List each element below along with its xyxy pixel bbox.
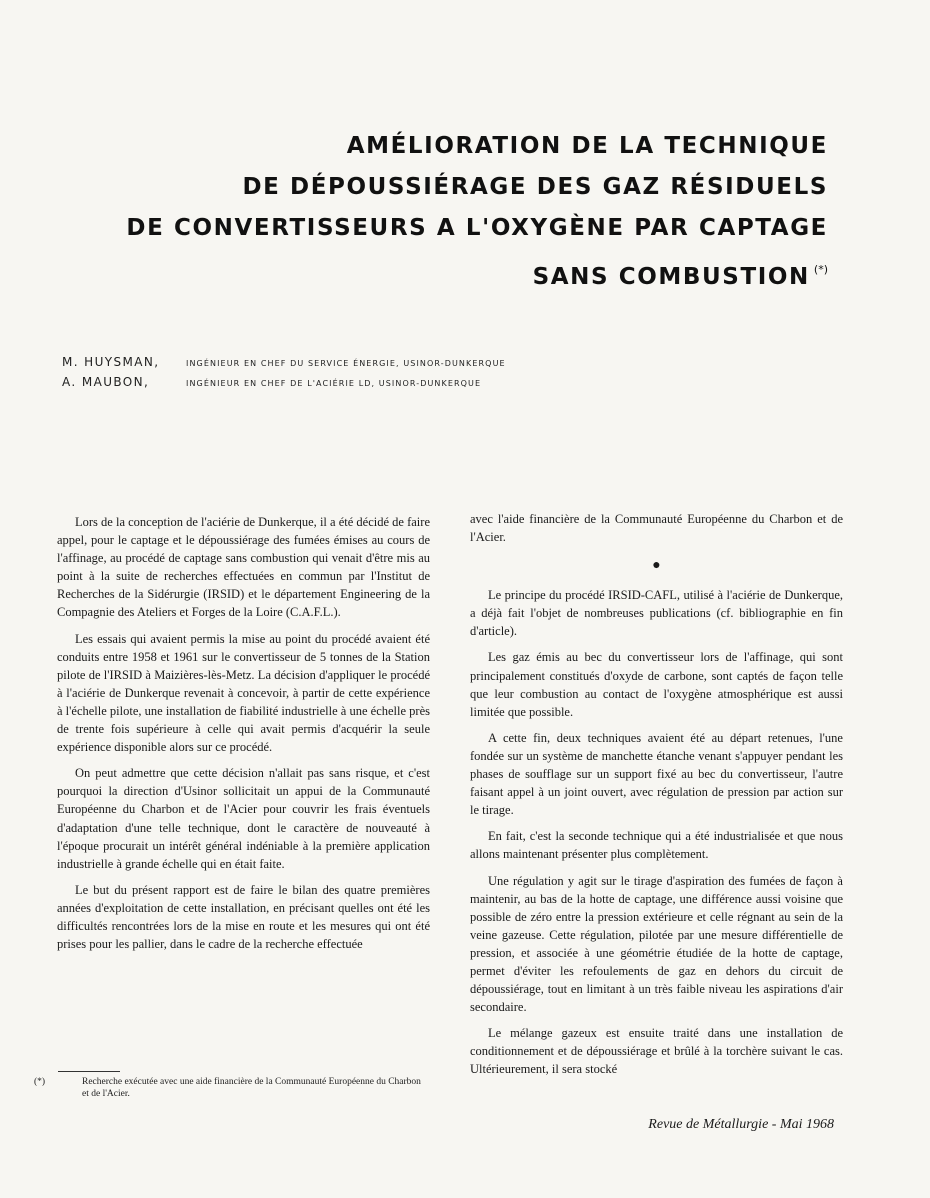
author-role: INGÉNIEUR EN CHEF DU SERVICE ÉNERGIE, USINOR-DUNKERQUE [186,359,506,368]
section-separator-bullet: ● [652,558,661,574]
right-column [470,510,843,1087]
author-name: M. HUYSMAN, [62,355,160,369]
footnote-marker: (*) [34,1077,46,1087]
title-line-4 [48,249,828,298]
body-paragraph: Le mélange gazeux est ensuite traité dans une installation de conditionnement et de dépoussiérage et brûlé à la torchère suivant le cas. Ultérieurement, il sera stocké [470,1026,843,1077]
title-line-2: DE DÉPOUSSIÉRAGE DES GAZ RÉSIDUELS [242,174,828,200]
title-line-1: AMÉLIORATION DE LA TECHNIQUE [346,133,828,159]
body-paragraph: Le but du présent rapport est de faire le bilan des quatre premières années d'exploitation de cette installation, en précisant quelles ont été les difficultés rencontrées lors de la mise en route et les mesures qui ont été prises pour les pallier, dans le cadre de la recherche effectuée [57,882,430,952]
author-row [62,371,682,391]
footnote [34,1076,428,1100]
footnote-text: Recherche exécutée avec une aide financière de la Communauté Européenne du Charbon et de l'Acier. [82,1077,421,1099]
body-paragraph: Les gaz émis au bec du convertisseur lors de l'affinage, qui sont principalement constitués d'oxyde de carbone, sont captés de façon telle que leur combustion au contact de l'oxygène atmosphérique est aussi limitée que possible. [470,650,843,719]
journal-footer: Revue de Métallurgie - Mai 1968 [648,1117,834,1132]
body-paragraph: En fait, c'est la seconde technique qui a été industrialisée et que nous allons maintenant présenter plus complètement. [470,829,843,862]
body-paragraph: Lors de la conception de l'aciérie de Dunkerque, il a été décidé de faire appel, pour le captage et le dépoussiérage des fumées émises au cours de l'affinage, au procédé de captage sans combustion qui venait d'être mis au point à la suite de recherches effectuées en commun par l'Institut de Recherches de la Sidérurgie (IRSID) et le département Engineering de la Compagnie des Ateliers et Forges de la Loire (C.A.F.L.). [57,515,430,620]
footnote-body [34,1076,428,1100]
body-paragraph: Le principe du procédé IRSID-CAFL, utilisé à l'aciérie de Dunkerque, a déjà fait l'objet de nombreuses publications (cf. bibliographie en fin d'article). [470,588,843,639]
author-list [62,351,682,391]
title-line-4-text: SANS COMBUSTION [532,264,810,290]
continued-paragraph: avec l'aide financière de la Communauté Européenne du Charbon et de l'Acier. [470,512,843,545]
title-footnote-marker: (*) [813,263,828,276]
title-line-3: DE CONVERTISSEURS A L'OXYGÈNE PAR CAPTAGE [126,215,828,241]
article-title [48,126,828,298]
author-name: A. MAUBON, [62,375,150,389]
body-paragraph: On peut admettre que cette décision n'allait pas sans risque, et c'est pourquoi la direction d'Usinor sollicitait un appui de la Communauté Européenne du Charbon et de l'Acier pour couvrir les frais éventuels d'adaptation d'une telle technique, dont le caractère de nouveauté à l'époque procurait un intérêt général indéniable à la première application industrielle à grande échelle qui en était faite. [57,766,430,871]
author-role: INGÉNIEUR EN CHEF DE L'ACIÉRIE LD, USINOR-DUNKERQUE [186,379,482,388]
body-paragraph: Les essais qui avaient permis la mise au point du procédé avaient été conduits entre 1958 et 1961 sur le convertisseur de 5 tonnes de la Station pilote de l'IRSID à Maizières-lès-Metz. La décision d'appliquer le procédé à l'aciérie de Dunkerque revenait à concevoir, à partir de cette expérience à l'échelle pilote, une installation de fiabilité industrielle à une échelle près de trente fois supérieure à celle qui avait permis d'acquérir la seule expérience disponible alors sur ce procédé. [57,631,430,755]
body-paragraph: A cette fin, deux techniques avaient été au départ retenues, l'une fondée sur un système de manchette étanche venant s'appuyer pendant les phases de soufflage sur un support fixé au bec du convertisseur, l'autre faisant appel à un joint ouvert, avec régulation de pression par action sur le tirage. [470,730,843,818]
footnote-rule [58,1071,120,1072]
left-column [57,513,430,961]
author-row [62,351,682,371]
body-paragraph: Une régulation y agit sur le tirage d'aspiration des fumées de façon à maintenir, au bas de la hotte de captage, une différence aussi voisine que possible de zéro entre la pression extérieure et celle régnant au sein de la veine gazeuse. Cette régulation, pilotée par une mesure différentielle de pression, et associée à une géométrie étudiée de la hotte de captage, permet d'éviter les refoulements de gaz en dehors du circuit de dépoussiérage, tout en limitant à un très faible niveau les aspirations d'air secondaire. [470,873,843,1015]
